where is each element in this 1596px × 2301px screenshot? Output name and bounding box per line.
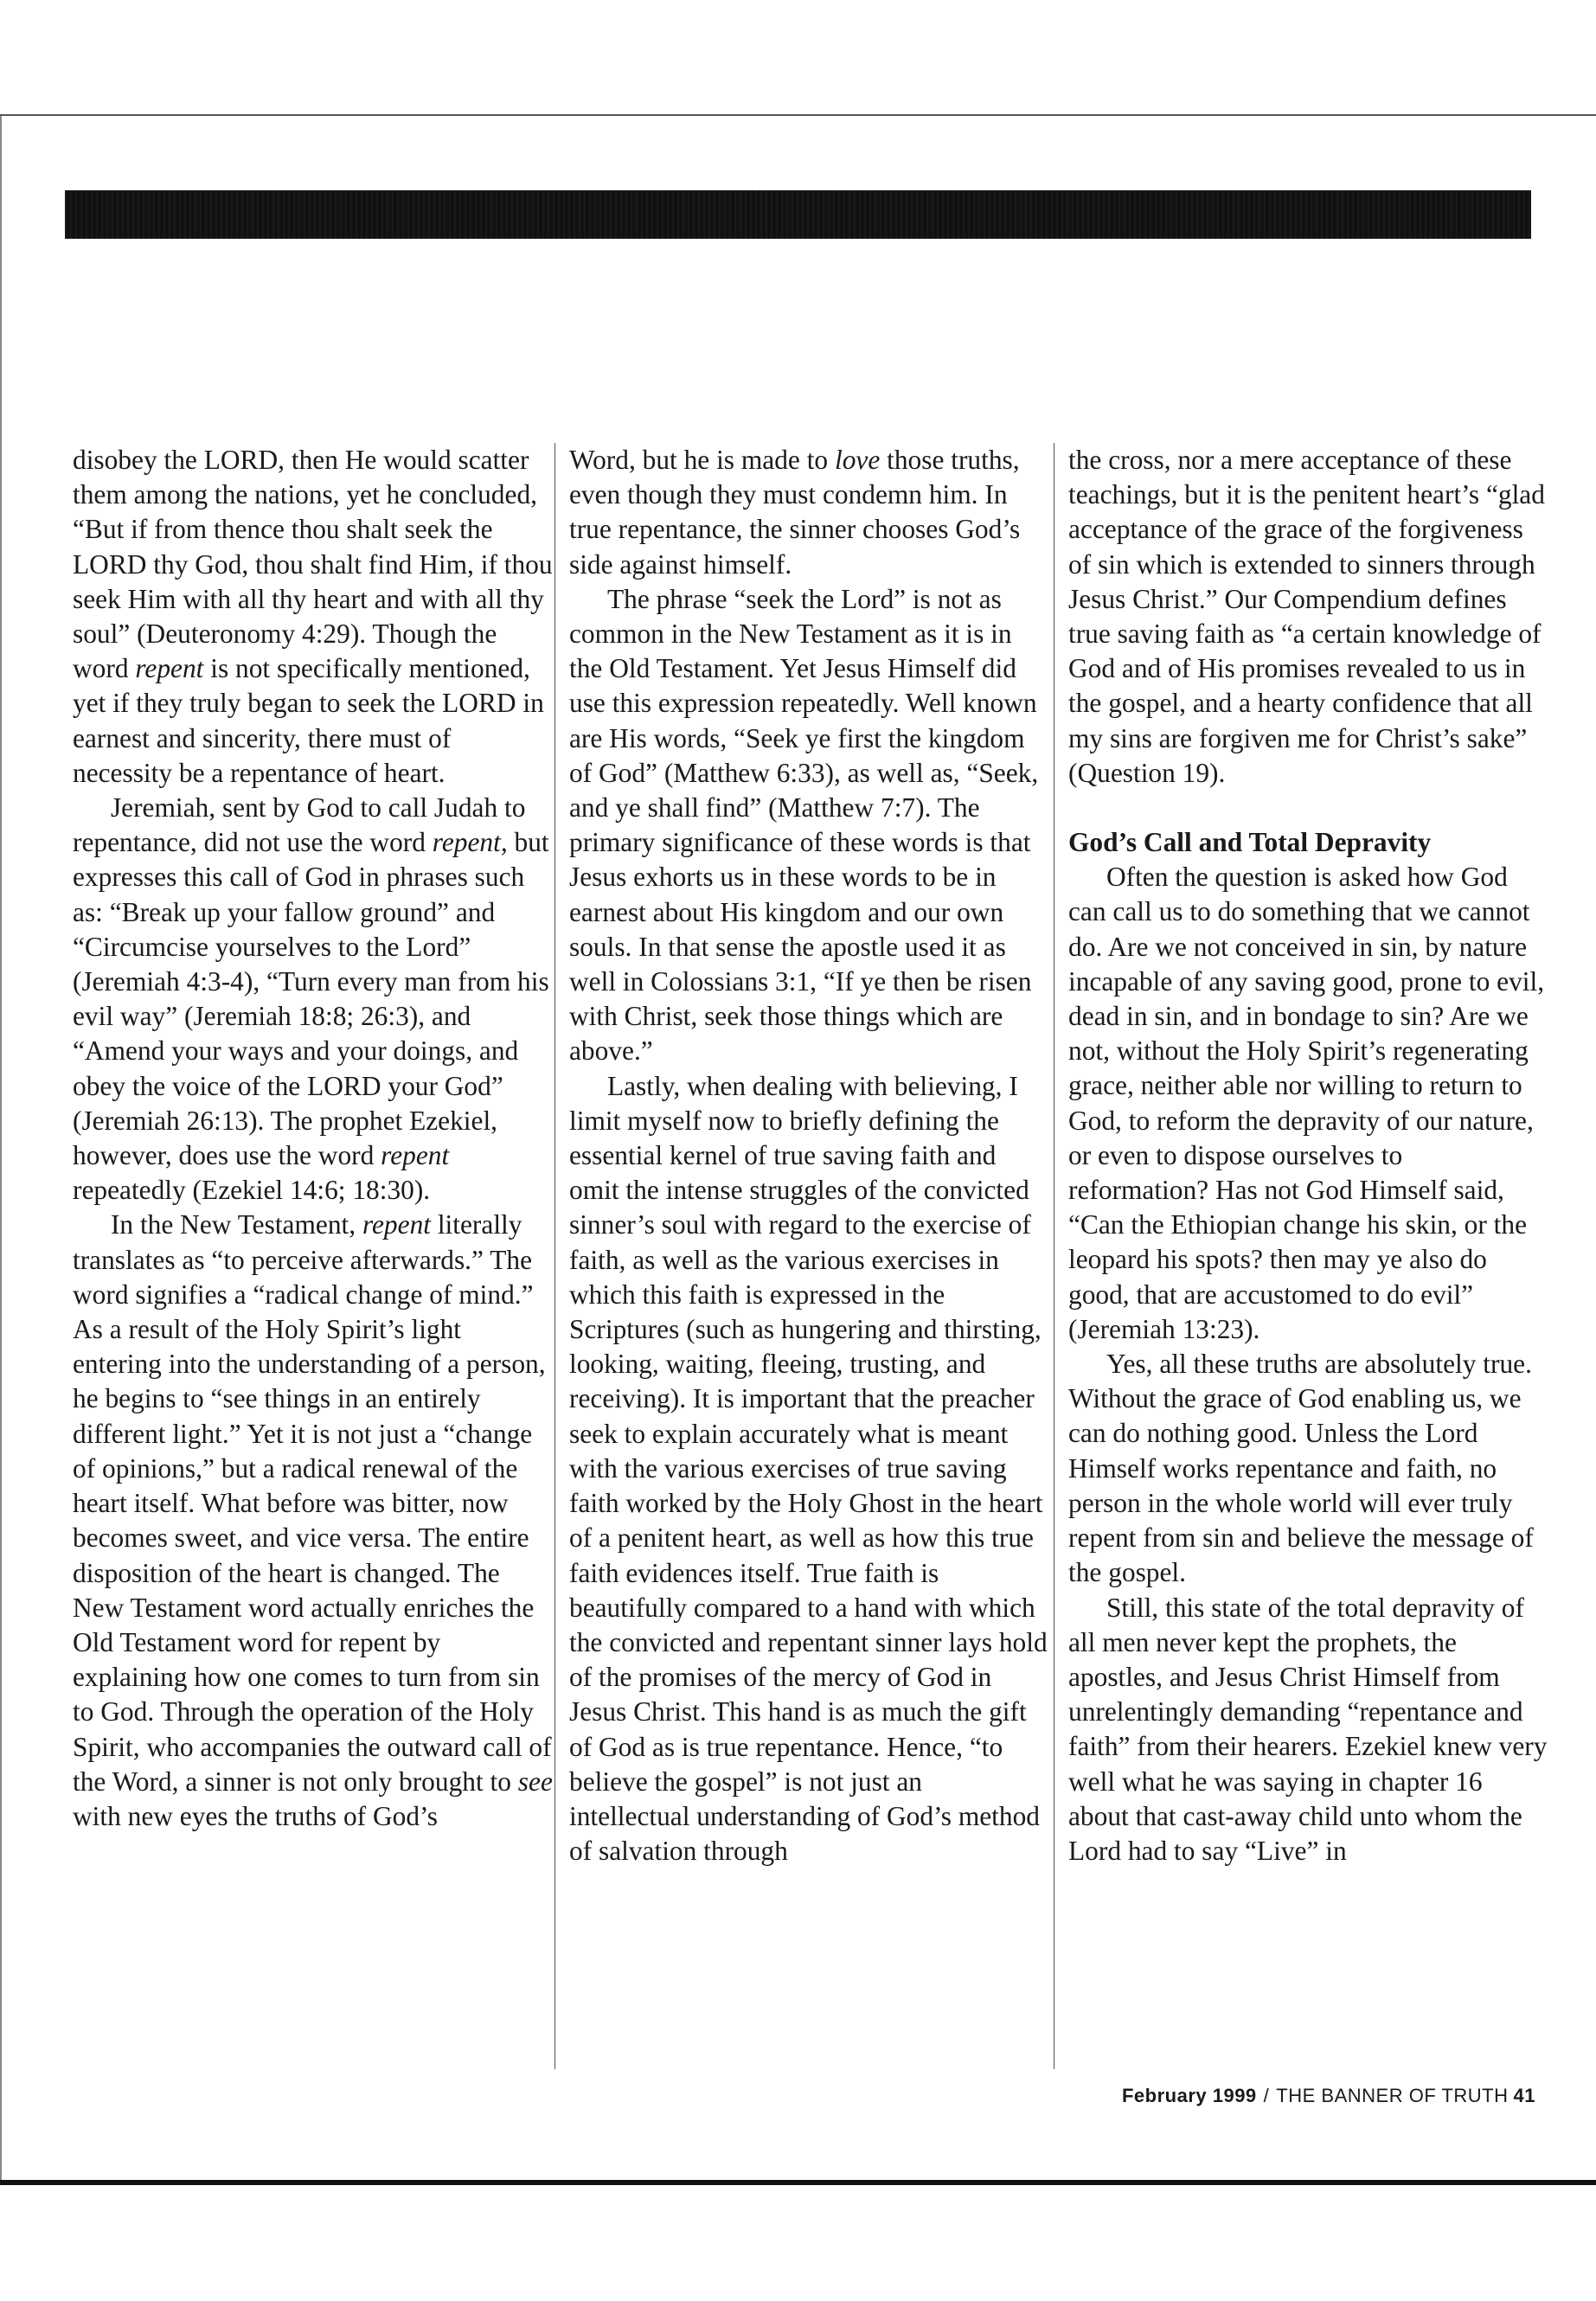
- col3-paragraph-3: Yes, all these truths are absolutely true. Without the grace of God enabling us, we can do nothing good. Unless the Lord Himself works repentance and faith, no person in the whole world will ever truly repent from sin and believe the message of the gospel.: [1068, 1349, 1534, 1588]
- col3-paragraph-1: the cross, nor a mere acceptance of these teachings, but it is the penitent heart’s “glad acceptance of the grace of the forgiveness of sin which is extended to sinners through Jesus Christ.” Our Compendium defines true saving faith as “a certain knowledge of God and of His promises revealed to us in the gospel, and a hearty confidence that all my sins are forgiven me for Christ’s sake” (Question 19).: [1068, 445, 1545, 788]
- column-divider-1: [554, 443, 555, 2069]
- col2-paragraph-1: [569, 443, 1049, 582]
- col1-p2-emphasis-1: repent,: [432, 827, 508, 858]
- column-2: [569, 443, 1049, 1868]
- col1-paragraph-2: [73, 791, 553, 1208]
- col1-p1-text-b: is not specifically mentioned, yet if they truly began to seek the LORD in earnest and sincerity, there must of necessity be a repentance of heart.: [73, 653, 544, 788]
- col2-p1-text-a: Word, but he is made to: [569, 445, 835, 475]
- col3-paragraph-2: Often the question is asked how God can call us to do something that we cannot do. Are we not conceived in sin, by nature incapable of any saving good, prone to evil, dead in sin, and in bondage to sin? Are we not, without the Holy Spirit’s regenerating grace, neither able nor willing to return to God, to reform the depravity of our nature, or even to dispose ourselves to reformation? Has not God Himself said, “Can the Ethiopian change his skin, or the leopard his spots? then may ye also do good, that are accustomed to do evil” (Jeremiah 13:23).: [1068, 862, 1545, 1344]
- page-footer: [1068, 2085, 1535, 2107]
- page-left-edge: [0, 116, 2, 2180]
- col1-p3-emphasis-2: see: [517, 1766, 553, 1797]
- col1-paragraph-3: [73, 1208, 553, 1834]
- column-1: [73, 443, 553, 1834]
- col2-p1-text-b: those truths, even though they must condemn him. In true repentance, the sinner chooses God’s side against himself.: [569, 445, 1021, 580]
- col1-p1-emphasis: repent: [135, 653, 204, 684]
- col1-p3-emphasis-1: repent: [362, 1209, 431, 1240]
- column-3: [1068, 443, 1548, 1868]
- col1-p2-text-b: but expresses this call of God in phrases such as: “Break up your fallow ground” and “Circumcise yourselves to the Lord” (Jeremiah 4:3-4), “Turn every man from his evil way” (Jeremiah 18:8; 26:3), and “Amend your ways and your doings, and obey the voice of the LORD your God” (Jeremiah 26:13). The prophet Ezekiel, however, does use the word: [73, 827, 549, 1171]
- footer-page-number: 41: [1513, 2085, 1535, 2106]
- bottom-rule: [0, 2180, 1596, 2185]
- col3-paragraph-4: Still, this state of the total depravity of all men never kept the prophets, the apostles, and Jesus Christ Himself from unrelentingly demanding “repentance and faith” from their hearers. Ezekiel knew very well what he was saying in chapter 16 about that cast-away child unto whom the Lord had to say “Live” in: [1068, 1592, 1548, 1866]
- header-bar: [65, 190, 1531, 239]
- footer-publication-title: THE BANNER OF TRUTH: [1276, 2085, 1509, 2106]
- col2-p1-emphasis: love: [834, 445, 881, 475]
- section-heading: God’s Call and Total Depravity: [1068, 827, 1432, 858]
- col2-paragraph-2: The phrase “seek the Lord” is not as common in the New Testament as it is in the Old Testament. Yet Jesus Himself did use this expression repeatedly. Well known are His words, “Seek ye first the kingdom of God” (Matthew 6:33), as well as, “Seek, and ye shall find” (Matthew 7:7). The primary significance of these words is that Jesus exhorts us in these words to be in earnest about His kingdom and our own souls. In that sense the apostle used it as well in Colossians 3:1, “If ye then be risen with Christ, seek those things which are above.”: [569, 583, 1039, 1067]
- col1-paragraph-1: [73, 443, 553, 791]
- col1-p2-text-a: Jeremiah, sent by God to call Judah to repentance, did not use the word: [73, 792, 526, 858]
- top-rule: [0, 114, 1596, 116]
- col1-p3-text-a: In the New Testament,: [110, 1209, 362, 1240]
- col1-p1-text: disobey the LORD, then He would scatter them among the nations, yet he concluded, “But if from thence thou shalt seek the LORD thy God, thou shalt find Him, if thou seek Him with all thy heart and with all thy soul” (Deuteronomy 4:29). Though the word: [73, 445, 553, 684]
- col2-paragraph-3: Lastly, when dealing with believing, I limit myself now to briefly defining the essential kernel of true saving faith and omit the intense struggles of the convicted sinner’s soul with regard to the exercise of faith, as well as the various exercises in which this faith is expressed in the Scriptures (such as hungering and thirsting, looking, waiting, fleeing, trusting, and receiving). It is important that the preacher seek to explain accurately what is meant with the various exercises of true saving faith worked by the Holy Ghost in the heart of a penitent heart, as well as how this true faith evidences itself. True faith is beautifully compared to a hand with which the convicted and repentant sinner lays hold of the promises of the mercy of God in Jesus Christ. This hand is as much the gift of God as is true repentance. Hence, “to believe the gospel” is not just an intellectual understanding of God’s method of salvation through: [569, 1070, 1048, 1867]
- col1-p3-text-b: literally translates as “to perceive afterwards.” The word signifies a “radical change of mind.” As a result of the Holy Spirit’s light entering into the understanding of a person, he begins to “see things in an entirely different light.” Yet it is not just a “change of opinions,” but a radical renewal of the heart itself. What before was bitter, now becomes sweet, and vice versa. The entire disposition of the heart is changed. The New Testament word actually enriches the Old Testament word for repent by explaining how one comes to turn from sin to God. Through the operation of the Holy Spirit, who accompanies the outward call of the Word, a sinner is not only brought to: [73, 1209, 552, 1797]
- footer-separator: /: [1263, 2085, 1270, 2106]
- col1-p2-emphasis-2: repent: [381, 1140, 450, 1171]
- footer-issue-date: February 1999: [1121, 2085, 1257, 2106]
- col1-p3-text-c: with new eyes the truths of God’s: [73, 1800, 438, 1831]
- col1-p2-text-c: repeatedly (Ezekiel 14:6; 18:30).: [73, 1175, 431, 1206]
